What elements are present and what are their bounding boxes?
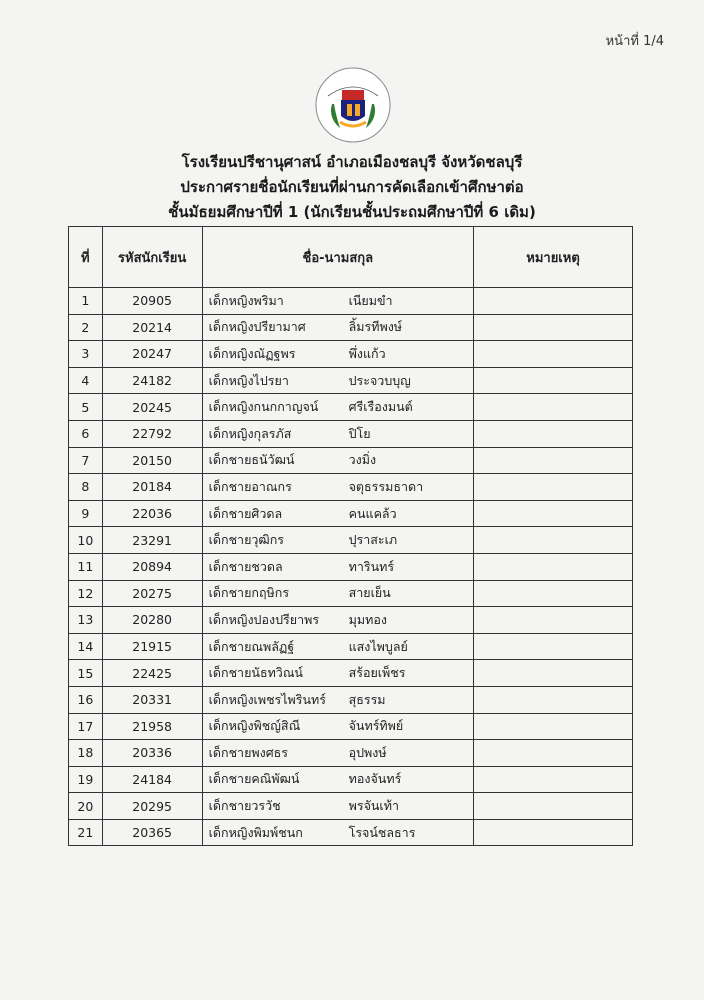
student-first-name: เด็กหญิงไปรยา <box>208 372 289 388</box>
student-last-name: ลิ้มรทีพงษ์ <box>348 319 403 335</box>
row-number: 10 <box>69 527 103 554</box>
table-row <box>69 819 633 846</box>
student-id: 20365 <box>102 819 202 846</box>
student-id: 21915 <box>102 633 202 660</box>
student-id: 20280 <box>102 607 202 634</box>
student-name-cell <box>202 660 473 687</box>
row-number: 12 <box>69 580 103 607</box>
remark-cell <box>474 288 633 315</box>
table-row <box>69 553 633 580</box>
row-number: 21 <box>69 819 103 846</box>
student-first-name: เด็กชายศิวดล <box>208 505 283 521</box>
student-id: 22425 <box>102 660 202 687</box>
remark-cell <box>474 633 633 660</box>
remark-cell <box>474 607 633 634</box>
row-number: 14 <box>69 633 103 660</box>
page-number: หน้าที่ 1/4 <box>605 34 664 49</box>
student-id: 20184 <box>102 474 202 501</box>
student-first-name: เด็กชายกฤษิกร <box>208 585 290 601</box>
row-number: 13 <box>69 607 103 634</box>
student-name-cell <box>202 713 473 740</box>
header-no: ที่ <box>69 227 103 288</box>
student-last-name: โรจน์ชลธาร <box>348 824 416 840</box>
remark-cell <box>474 580 633 607</box>
student-first-name: เด็กชายคณิพัฒน์ <box>208 771 300 787</box>
table-row <box>69 527 633 554</box>
row-number: 3 <box>69 341 103 368</box>
student-first-name: เด็กชายณพลัฏฐ์ <box>208 638 295 654</box>
student-last-name: แสงไพบูลย์ <box>348 638 408 654</box>
table-row <box>69 713 633 740</box>
table-row <box>69 394 633 421</box>
remark-cell <box>474 553 633 580</box>
student-id: 20905 <box>102 288 202 315</box>
grade-title: ชั้นมัธยมศึกษาปีที่ 1 (นักเรียนชั้นประถมศึกษาปีที่ 6 เดิม) <box>168 203 536 221</box>
remark-cell <box>474 474 633 501</box>
student-first-name: เด็กชายวุฒิกร <box>208 532 284 548</box>
student-last-name: ประจวบบุญ <box>348 372 411 388</box>
student-name-cell <box>202 740 473 767</box>
row-number: 7 <box>69 447 103 474</box>
student-last-name: สร้อยเพ็ชร <box>348 665 406 681</box>
remark-cell <box>474 447 633 474</box>
student-last-name: คนแคล้ว <box>348 505 397 521</box>
student-name-cell <box>202 527 473 554</box>
school-crest-logo <box>314 66 392 144</box>
remark-cell <box>474 527 633 554</box>
student-name-cell <box>202 314 473 341</box>
row-number: 20 <box>69 793 103 820</box>
table-row <box>69 686 633 713</box>
student-id: 20214 <box>102 314 202 341</box>
student-last-name: วงมิ่ง <box>348 452 377 468</box>
student-first-name: เด็กหญิงพิมพ์ชนก <box>208 824 303 840</box>
row-number: 6 <box>69 420 103 447</box>
student-last-name: มุมทอง <box>348 611 387 627</box>
student-last-name: อุปพงษ์ <box>348 744 387 760</box>
remark-cell <box>474 394 633 421</box>
table-row <box>69 660 633 687</box>
student-last-name: ศรีเรืองมนต์ <box>348 399 413 415</box>
remark-cell <box>474 819 633 846</box>
student-last-name: ทองจันทร์ <box>348 771 402 787</box>
student-name-cell <box>202 341 473 368</box>
table-row <box>69 447 633 474</box>
table-row <box>69 793 633 820</box>
remark-cell <box>474 500 633 527</box>
student-name-cell <box>202 420 473 447</box>
student-name-cell <box>202 394 473 421</box>
remark-cell <box>474 660 633 687</box>
student-last-name: จตุธรรมธาดา <box>348 478 424 494</box>
student-name-cell <box>202 766 473 793</box>
row-number: 8 <box>69 474 103 501</box>
row-number: 19 <box>69 766 103 793</box>
student-name-cell <box>202 633 473 660</box>
student-first-name: เด็กหญิงพิชญ์สิณี <box>208 718 301 734</box>
remark-cell <box>474 341 633 368</box>
student-last-name: สายเย็น <box>348 585 391 601</box>
school-title: โรงเรียนปรีชานุศาสน์ อำเภอเมืองชลบุรี จังหวัดชลบุรี <box>181 153 523 171</box>
table-row <box>69 633 633 660</box>
row-number: 17 <box>69 713 103 740</box>
student-last-name: พึ่งแก้ว <box>348 345 386 361</box>
student-id: 20331 <box>102 686 202 713</box>
student-name-cell <box>202 553 473 580</box>
table-row <box>69 500 633 527</box>
student-first-name: เด็กหญิงณัฏฐพร <box>208 345 296 361</box>
table-row <box>69 341 633 368</box>
student-id: 20150 <box>102 447 202 474</box>
remark-cell <box>474 420 633 447</box>
table-row <box>69 580 633 607</box>
header-full-name: ชื่อ-นามสกุล <box>202 227 473 288</box>
student-last-name: พรจันเท้า <box>348 798 399 814</box>
student-roster-table <box>68 226 633 846</box>
student-id: 23291 <box>102 527 202 554</box>
student-last-name: เนียมขำ <box>348 292 393 308</box>
remark-cell <box>474 686 633 713</box>
table-row <box>69 420 633 447</box>
student-name-cell <box>202 288 473 315</box>
student-id: 24182 <box>102 367 202 394</box>
student-first-name: เด็กหญิงกุลรภัส <box>208 425 292 441</box>
row-number: 16 <box>69 686 103 713</box>
row-number: 2 <box>69 314 103 341</box>
table-row <box>69 367 633 394</box>
announcement-title: ประกาศรายชื่อนักเรียนที่ผ่านการคัดเลือกเข้าศึกษาต่อ <box>180 178 524 196</box>
table-row <box>69 607 633 634</box>
table-row <box>69 766 633 793</box>
student-id: 22792 <box>102 420 202 447</box>
student-name-cell <box>202 686 473 713</box>
student-first-name: เด็กชายชวดล <box>208 558 283 574</box>
table-body <box>69 288 633 846</box>
student-name-cell <box>202 474 473 501</box>
remark-cell <box>474 713 633 740</box>
student-last-name: จันทร์ทิพย์ <box>348 718 404 734</box>
student-id: 21958 <box>102 713 202 740</box>
student-id: 20275 <box>102 580 202 607</box>
student-name-cell <box>202 819 473 846</box>
row-number: 18 <box>69 740 103 767</box>
student-last-name: สุธรรม <box>348 691 386 707</box>
table-row <box>69 288 633 315</box>
row-number: 9 <box>69 500 103 527</box>
student-first-name: เด็กหญิงปรียามาศ <box>208 319 306 335</box>
student-name-cell <box>202 793 473 820</box>
student-first-name: เด็กหญิงเพชรไพรินทร์ <box>208 691 327 707</box>
header-student-id: รหัสนักเรียน <box>102 227 202 288</box>
student-id: 20245 <box>102 394 202 421</box>
remark-cell <box>474 367 633 394</box>
student-id: 24184 <box>102 766 202 793</box>
student-name-cell <box>202 500 473 527</box>
student-id: 20336 <box>102 740 202 767</box>
table-row <box>69 474 633 501</box>
student-first-name: เด็กชายอาณกร <box>208 478 292 494</box>
remark-cell <box>474 793 633 820</box>
table-row <box>69 740 633 767</box>
student-name-cell <box>202 447 473 474</box>
table-row <box>69 314 633 341</box>
remark-cell <box>474 766 633 793</box>
remark-cell <box>474 740 633 767</box>
student-first-name: เด็กหญิงปองปรียาพร <box>208 611 320 627</box>
row-number: 1 <box>69 288 103 315</box>
header-remark: หมายเหตุ <box>474 227 633 288</box>
student-name-cell <box>202 580 473 607</box>
student-last-name: ทารินทร์ <box>348 558 395 574</box>
student-last-name: ปิโย <box>348 425 371 441</box>
row-number: 4 <box>69 367 103 394</box>
student-name-cell <box>202 367 473 394</box>
student-first-name: เด็กชายธนัวัฒน์ <box>208 452 295 468</box>
remark-cell <box>474 314 633 341</box>
student-id: 20247 <box>102 341 202 368</box>
student-id: 22036 <box>102 500 202 527</box>
row-number: 15 <box>69 660 103 687</box>
table-header-row <box>69 227 633 288</box>
row-number: 5 <box>69 394 103 421</box>
student-first-name: เด็กชายพงศธร <box>208 744 289 760</box>
student-last-name: ปุราสะเภ <box>348 532 398 548</box>
student-first-name: เด็กหญิงกนกกาญจน์ <box>208 399 319 415</box>
student-first-name: เด็กหญิงพริมา <box>208 292 284 308</box>
student-first-name: เด็กชายนัธทวิณน์ <box>208 665 303 681</box>
student-id: 20894 <box>102 553 202 580</box>
student-first-name: เด็กชายวรวัช <box>208 798 281 814</box>
student-id: 20295 <box>102 793 202 820</box>
row-number: 11 <box>69 553 103 580</box>
student-name-cell <box>202 607 473 634</box>
